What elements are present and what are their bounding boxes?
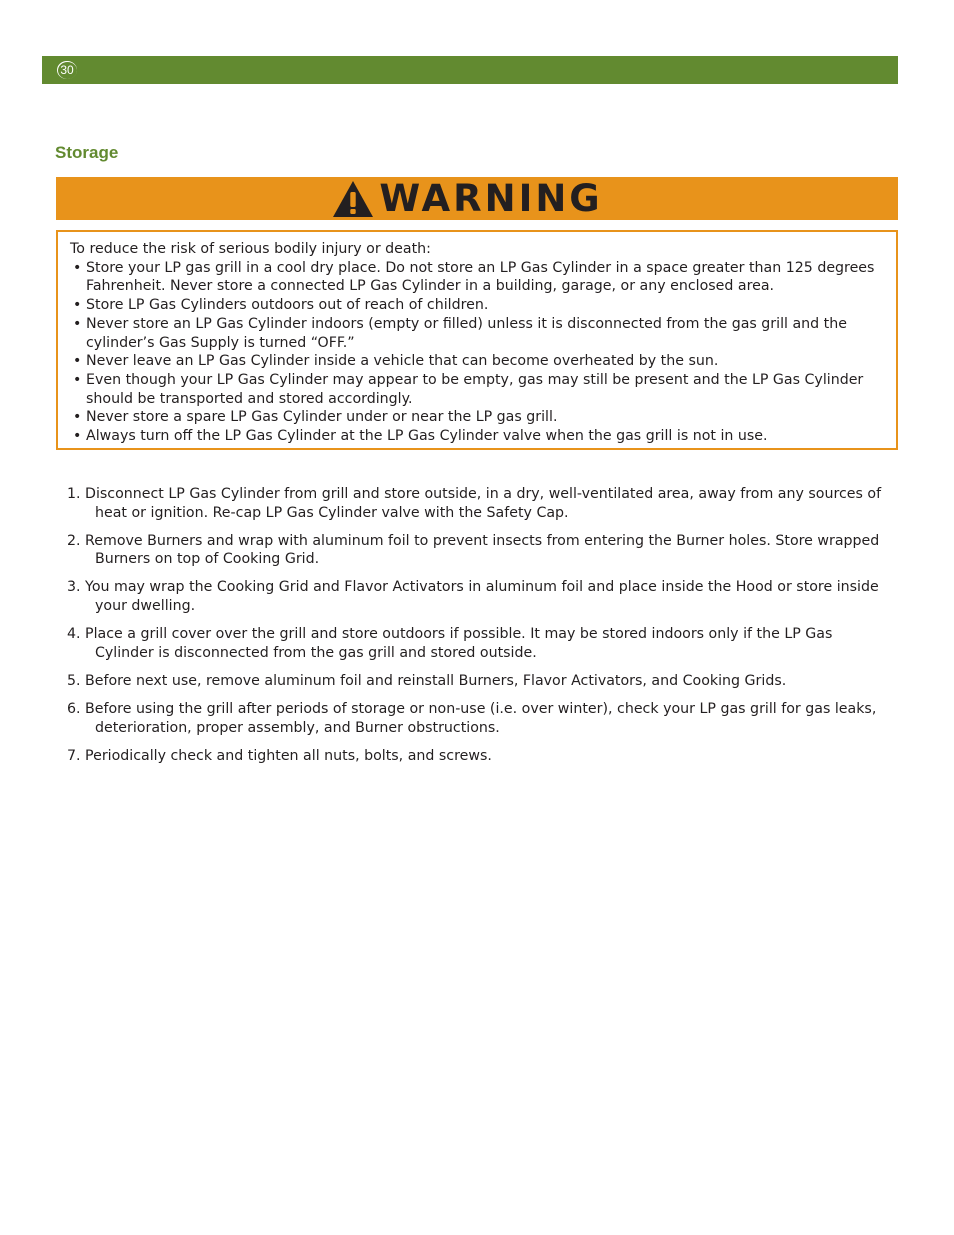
step-item: 1. Disconnect LP Gas Cylinder from grill and store outside, in a dry, well-ventilated area, away from any sources of heat or ignition. Re-cap LP Gas Cylinder valve with the Safety Cap. [67,486,882,521]
page-number: 30 [58,62,77,79]
warning-heading [331,176,603,220]
warning-triangle-icon [331,179,375,219]
page-header-bar [42,56,898,84]
warning-box [56,230,898,450]
warning-item: • Never leave an LP Gas Cylinder inside a vehicle that can become overheated by the sun. [70,352,884,371]
step-item: 7. Periodically check and tighten all nuts, bolts, and screws. [67,747,492,764]
step-item: 3. You may wrap the Cooking Grid and Flavor Activators in aluminum foil and place inside the Hood or store inside your dwelling. [67,579,879,615]
warning-banner [56,177,898,220]
page-number-badge [56,60,78,80]
warning-item: • Store your LP gas grill in a cool dry place. Do not store an LP Gas Cylinder in a space greater than 125 degrees Fahrenheit. Never store a connected LP Gas Cylinder in a building, garage, or any enclosed area. [70,259,884,296]
warning-item: • Even though your LP Gas Cylinder may appear to be empty, gas may still be present and the LP Gas Cylinder should be transported and stored accordingly. [70,371,884,408]
step-item: 2. Remove Burners and wrap with aluminum foil to prevent insects from entering the Burner holes. Store wrapped Burners on top of Cooking Grid. [67,532,880,568]
warning-list [70,259,884,446]
warning-item: • Never store an LP Gas Cylinder indoors (empty or filled) unless it is disconnected from the gas grill and the cylinder’s Gas Supply is turned “OFF.” [70,315,884,352]
step-item: 4. Place a grill cover over the grill and store outdoors if possible. It may be stored indoors only if the LP Gas Cylinder is disconnected from the gas grill and stored outside. [67,626,833,661]
warning-item: • Store LP Gas Cylinders outdoors out of reach of children. [70,296,884,315]
warning-item: • Always turn off the LP Gas Cylinder at the LP Gas Cylinder valve when the gas grill is not in use. [70,427,884,446]
warning-label: WARNING [379,176,603,220]
warning-intro: To reduce the risk of serious bodily injury or death: [70,241,431,257]
warning-item: • Never store a spare LP Gas Cylinder under or near the LP gas grill. [70,408,884,427]
step-item: 6. Before using the grill after periods of storage or non-use (i.e. over winter), check your LP gas grill for gas leaks, deterioration, proper assembly, and Burner obstructions. [67,700,877,736]
section-title: Storage [55,143,119,162]
storage-steps [67,485,887,775]
step-item: 5. Before next use, remove aluminum foil and reinstall Burners, Flavor Activators, and Cooking Grids. [67,672,787,689]
